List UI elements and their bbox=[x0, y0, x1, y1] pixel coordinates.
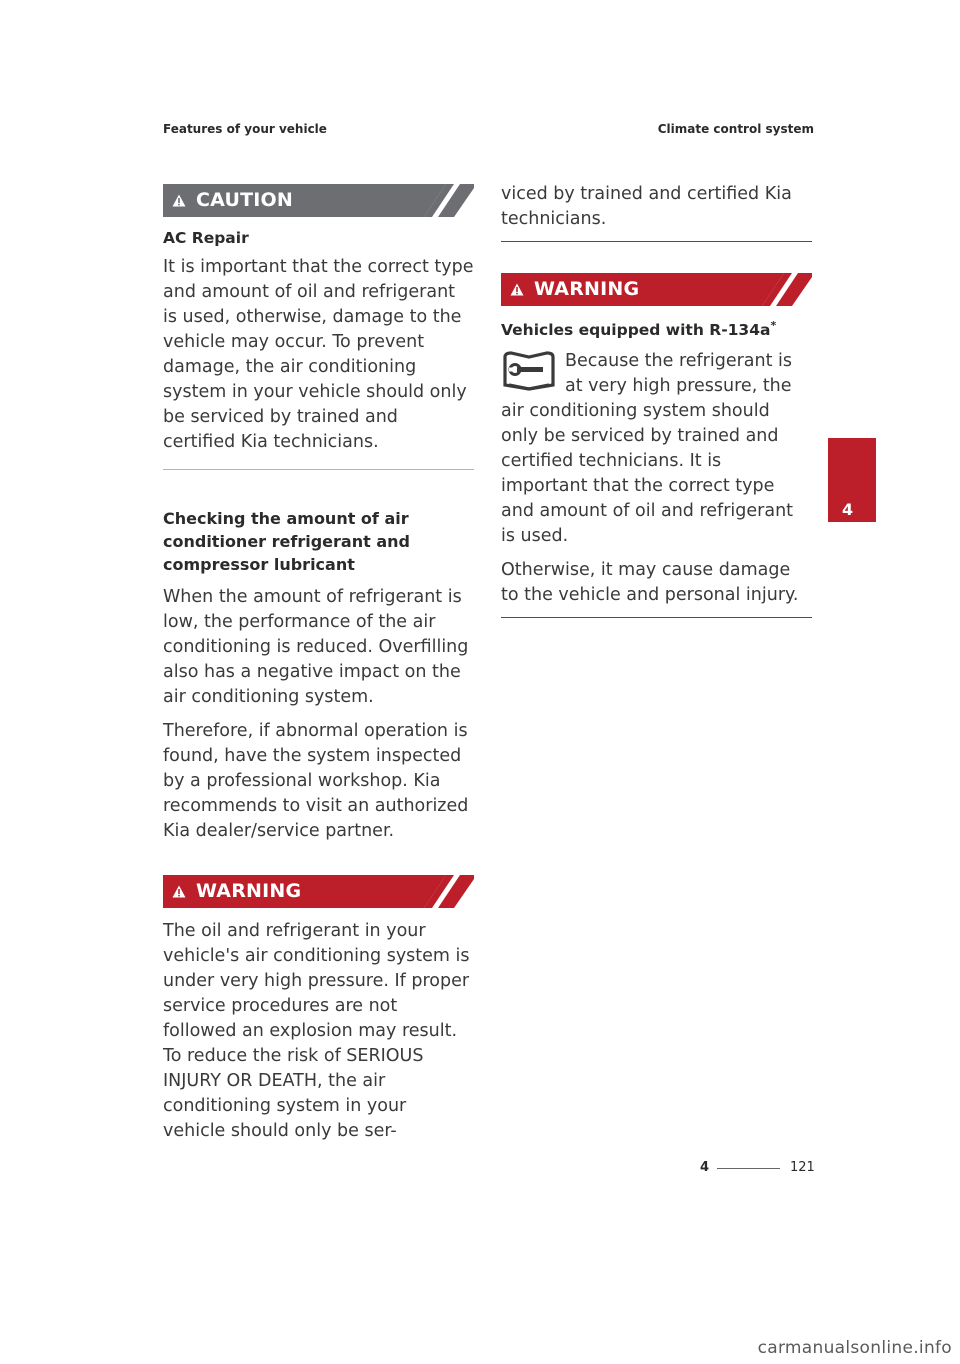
footnote-mark: * bbox=[770, 319, 777, 332]
warning-banner bbox=[163, 875, 474, 908]
vehicles-paragraph-1: Because the refrigerant is at very high pressure, the air conditioning system should only be serviced by trained and certified technicians. It is important that the correct type and amount of oil and refrigerant is used. bbox=[501, 351, 794, 547]
checking-paragraph-1: When the amount of refrigerant is low, the performance of the air conditioning is reduced. Overfilling also has a negative impact on the air conditioning system. bbox=[163, 587, 469, 707]
running-header-left: Features of your vehicle bbox=[163, 122, 327, 136]
footer-divider bbox=[717, 1168, 780, 1169]
watermark: carmanualsonline.info bbox=[757, 1338, 952, 1358]
divider bbox=[501, 617, 812, 618]
caution-banner bbox=[163, 184, 474, 217]
warning-triangle-icon bbox=[510, 283, 524, 296]
vehicles-title-text: Vehicles equipped with R-134a bbox=[501, 321, 771, 340]
checking-paragraph-2: Therefore, if abnormal operation is found, have the system inspected by a professional workshop. Kia recommends to visit an authorized Kia dealer/service partner. bbox=[163, 721, 469, 841]
ac-repair-text: It is important that the correct type and amount of oil and refrigerant is used, otherwise, damage to the vehicle may occur. To prevent damage, the air conditioning system in your vehicle should only be serviced by trained and certified Kia technicians. bbox=[163, 257, 474, 452]
vehicles-title bbox=[501, 319, 812, 339]
checking-title: Checking the amount of air conditioner refrigerant and compressor lubricant bbox=[163, 509, 410, 574]
warning-label: WARNING bbox=[196, 880, 302, 902]
chapter-tab-number: 4 bbox=[842, 500, 854, 519]
running-header-right: Climate control system bbox=[657, 122, 814, 136]
service-manual-icon bbox=[501, 351, 557, 391]
chapter-tab bbox=[828, 438, 876, 522]
warning-label: WARNING bbox=[534, 278, 640, 300]
warning-triangle-icon bbox=[172, 194, 186, 207]
stripe-decoration-icon bbox=[762, 273, 812, 306]
footer-section-number: 4 bbox=[700, 1160, 710, 1175]
ac-repair-title: AC Repair bbox=[163, 229, 249, 247]
stripe-decoration-icon bbox=[424, 184, 474, 217]
warning-text: The oil and refrigerant in your vehicle's air conditioning system is under very high pressure. If proper service procedures are not followed an explosion may result. To reduce the risk of SERIOUS INJURY OR DEATH, the air conditioning system in your vehicle should only be ser- bbox=[163, 921, 470, 1141]
warning-banner bbox=[501, 273, 812, 306]
right-column bbox=[501, 182, 812, 618]
service-paragraph bbox=[501, 347, 812, 558]
vehicles-paragraph-2: Otherwise, it may cause damage to the vehicle and personal injury. bbox=[501, 560, 799, 606]
warning-triangle-icon bbox=[172, 885, 186, 898]
page-number: 121 bbox=[790, 1160, 815, 1175]
continued-text: viced by trained and certified Kia technicians. bbox=[501, 184, 792, 229]
left-column bbox=[163, 184, 474, 1153]
caution-label: CAUTION bbox=[196, 189, 293, 211]
stripe-decoration-icon bbox=[424, 875, 474, 908]
